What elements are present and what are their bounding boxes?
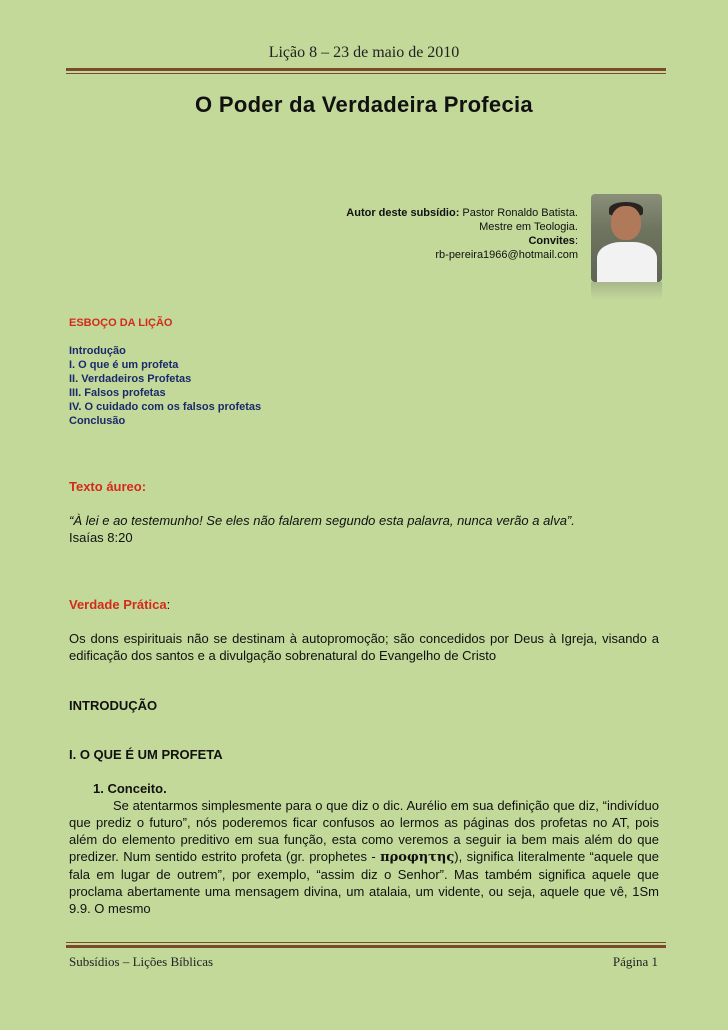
invites-line [346, 234, 578, 248]
footer-title: Subsídios – Lições Bíblicas [69, 954, 214, 969]
page-number: Página 1 [612, 954, 658, 969]
introduction-section [69, 697, 659, 714]
lesson-outline [69, 316, 261, 428]
author-degree: Mestre em Teologia. [479, 221, 578, 233]
golden-text-quote: “À lei e ao testemunho! Se eles não falarem segundo esta palavra, nunca verão a alva”. [69, 513, 575, 528]
outline-item: III. Falsos profetas [69, 387, 166, 399]
section1-heading: I. O QUE É UM PROFETA [69, 747, 223, 762]
outline-item: Introdução [69, 345, 126, 357]
concept-subheading: 1. Conceito. [93, 781, 167, 796]
practical-truth-colon: : [166, 597, 171, 612]
outline-item: I. O que é um profeta [69, 359, 179, 371]
author-name: Pastor Ronaldo Batista. [462, 207, 578, 219]
invites-colon: : [574, 235, 578, 247]
practical-truth-body: Os dons espirituais não se destinam à autopromoção; são concedidos por Deus à Igreja, visando a edificação dos santos e a divulgação sobrenatural do Evangelho de Cristo [69, 631, 659, 663]
author-block [346, 206, 578, 262]
footer-divider [66, 942, 666, 948]
photo-shirt [597, 242, 657, 282]
page-title: O Poder da Verdadeira Profecia [195, 92, 533, 117]
header-divider [66, 68, 666, 74]
practical-truth-section [69, 596, 659, 664]
author-email: rb-pereira1966@hotmail.com [435, 249, 578, 261]
photo-reflection [591, 282, 662, 300]
author-label: Autor deste subsídio: [346, 207, 460, 219]
author-photo [591, 194, 662, 282]
greek-word: προφητης [380, 850, 455, 865]
outline-item: Conclusão [69, 415, 126, 427]
concept-paragraph [69, 797, 659, 917]
introduction-heading: INTRODUÇÃO [69, 698, 158, 713]
section-what-is-prophet [69, 746, 659, 917]
practical-truth-heading: Verdade Prática [69, 597, 167, 612]
outline-item: IV. O cuidado com os falsos profetas [69, 401, 262, 413]
photo-face [611, 206, 641, 240]
golden-text-section [69, 478, 659, 546]
golden-text-reference: Isaías 8:20 [69, 530, 133, 545]
practical-truth-heading-line [69, 596, 659, 613]
golden-text-heading: Texto áureo: [69, 479, 147, 494]
concept-text-part2: ), significa literalmente “aquele que fala em lugar de outrem”, por exemplo, “assim diz o Senhor”. Mas também significa aquele que proclama abertamente uma mensagem divina, um atalaia, um vidente, ou seja, aquele que vê, 1Sm 9.9. O mesmo [69, 849, 659, 916]
invites-label: Convites [528, 235, 575, 247]
author-line [346, 206, 578, 220]
page-header: Lição 8 – 23 de maio de 2010 [268, 44, 460, 61]
concept-text-part1: Se atentarmos simplesmente para o que diz o dic. Aurélio em sua definição que diz, “indivíduo que prediz o futuro”, nós poderemos ficar confusos ao lermos as páginas dos profetas no AT, pois além do elemento preditivo em sua função, esta como veremos a seguir ia bem mais além do que predizer. Num sentido estrito profeta (gr. prophetes - [69, 798, 659, 864]
outline-item: II. Verdadeiros Profetas [69, 373, 192, 385]
outline-heading: ESBOÇO DA LIÇÃO [69, 317, 173, 329]
